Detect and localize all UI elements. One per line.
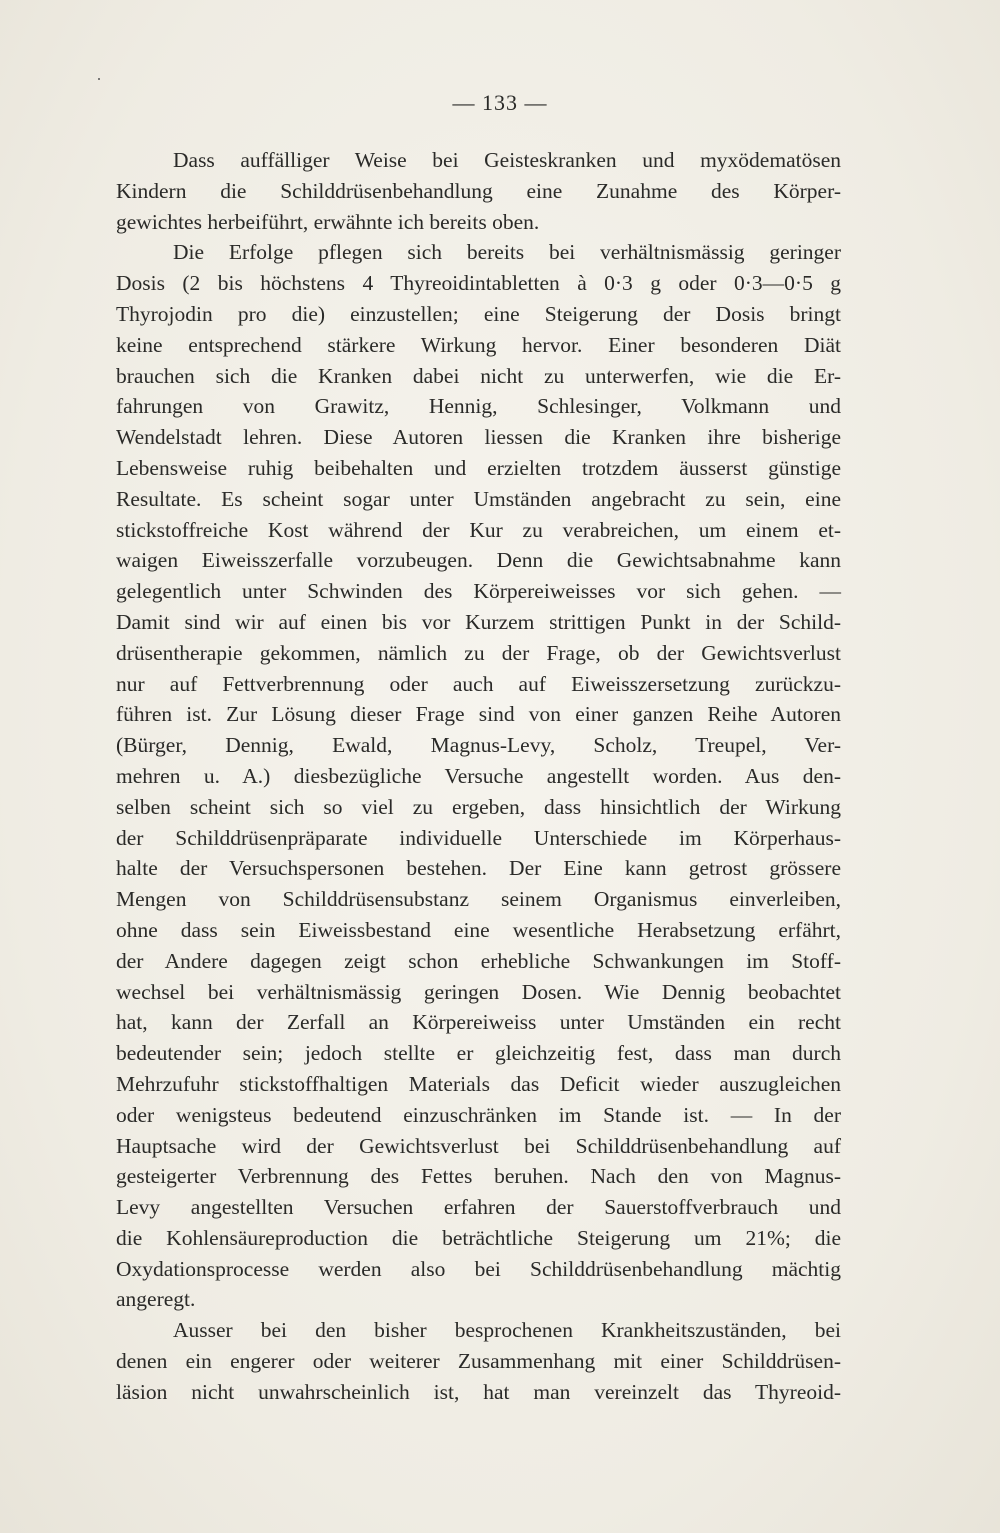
text-line: Mehrzufuhr stickstoffhaltigen Materials das Deficit wieder auszugleichen <box>116 1071 841 1096</box>
text-line: waigen Eiweisszerfalle vorzubeugen. Denn die Gewichtsabnahme kann <box>116 548 841 573</box>
text-line: ohne dass sein Eiweissbestand eine wesentliche Herabsetzung erfährt, <box>116 917 841 942</box>
text-line: gewichtes herbeiführt, erwähnte ich bereits oben. <box>116 209 540 234</box>
text-line: Oxydationsprocesse werden also bei Schilddrüsenbehandlung mächtig <box>116 1256 841 1281</box>
text-line: hat, kann der Zerfall an Körpereiweiss unter Umständen ein recht <box>116 1010 841 1035</box>
text-line: wechsel bei verhältnismässig geringen Dosen. Wie Dennig beobachtet <box>116 979 841 1004</box>
text-line: angeregt. <box>116 1287 196 1312</box>
text-line: drüsentherapie gekommen, nämlich zu der Frage, ob der Gewichtsverlust <box>116 640 841 665</box>
text-line: brauchen sich die Kranken dabei nicht zu unterwerfen, wie die Er- <box>116 363 841 388</box>
text-line: Resultate. Es scheint sogar unter Umständen angebracht zu sein, eine <box>116 486 841 511</box>
text-line: Hauptsache wird der Gewichtsverlust bei Schilddrüsenbehandlung auf <box>116 1133 841 1158</box>
text-line: Die Erfolge pflegen sich bereits bei verhältnismässig geringer <box>173 240 841 265</box>
text-line: halte der Versuchspersonen bestehen. Der Eine kann getrost grössere <box>116 856 841 881</box>
text-line: Ausser bei den bisher besprochenen Krankheitszuständen, bei <box>173 1318 841 1343</box>
text-line: selben scheint sich so viel zu ergeben, dass hinsichtlich der Wirkung <box>116 794 841 819</box>
text-line: läsion nicht unwahrscheinlich ist, hat man vereinzelt das Thyreoid- <box>116 1379 841 1404</box>
text-line: keine entsprechend stärkere Wirkung hervor. Einer besonderen Diät <box>116 332 841 357</box>
text-line: die Kohlensäureproduction die beträchtliche Steigerung um 21%; die <box>116 1225 841 1250</box>
text-line: Mengen von Schilddrüsensubstanz seinem Organismus einverleiben, <box>116 887 841 912</box>
page-number: — 133 — <box>452 90 548 115</box>
text-line: Lebensweise ruhig beibehalten und erzielten trotzdem äusserst günstige <box>116 455 841 480</box>
text-line: gesteigerter Verbrennung des Fettes beruhen. Nach den von Magnus- <box>116 1164 841 1189</box>
text-line: Levy angestellten Versuchen erfahren der Sauerstoffverbrauch und <box>116 1195 841 1220</box>
text-line: oder wenigsteus bedeutend einzuschränken im Stande ist. — In der <box>116 1102 841 1127</box>
body-text <box>116 145 841 1408</box>
ink-speck <box>98 78 100 80</box>
text-line: fahrungen von Grawitz, Hennig, Schlesinger, Volkmann und <box>116 394 841 419</box>
text-line: Damit sind wir auf einen bis vor Kurzem strittigen Punkt in der Schild- <box>116 609 841 634</box>
text-line: bedeutender sein; jedoch stellte er gleichzeitig fest, dass man durch <box>116 1041 841 1066</box>
text-line: Dass auffälliger Weise bei Geisteskranken und myxödematösen <box>173 148 841 172</box>
text-line: führen ist. Zur Lösung dieser Frage sind von einer ganzen Reihe Autoren <box>116 702 841 727</box>
text-line: mehren u. A.) diesbezügliche Versuche angestellt worden. Aus den- <box>116 763 841 788</box>
text-line: nur auf Fettverbrennung oder auch auf Eiweisszersetzung zurückzu- <box>116 671 841 696</box>
text-line: gelegentlich unter Schwinden des Körpereiweisses vor sich gehen. — <box>116 579 841 604</box>
text-line: Thyrojodin pro die) einzustellen; eine Steigerung der Dosis bringt <box>116 301 841 326</box>
text-line: (Bürger, Dennig, Ewald, Magnus-Levy, Scholz, Treupel, Ver- <box>116 733 841 758</box>
text-line: Kindern die Schilddrüsenbehandlung eine Zunahme des Körper- <box>116 178 841 203</box>
text-line: Wendelstadt lehren. Diese Autoren liessen die Kranken ihre bisherige <box>116 425 841 450</box>
text-line: der Andere dagegen zeigt schon erhebliche Schwankungen im Stoff- <box>116 948 841 973</box>
text-line: denen ein engerer oder weiterer Zusammenhang mit einer Schilddrüsen- <box>116 1349 841 1374</box>
text-line: stickstoffreiche Kost während der Kur zu verabreichen, um einem et- <box>116 517 841 542</box>
text-line: Dosis (2 bis höchstens 4 Thyreoidintabletten à 0·3 g oder 0·3—0·5 g <box>116 271 841 296</box>
text-line: der Schilddrüsenpräparate individuelle Unterschiede im Körperhaus- <box>116 825 841 850</box>
